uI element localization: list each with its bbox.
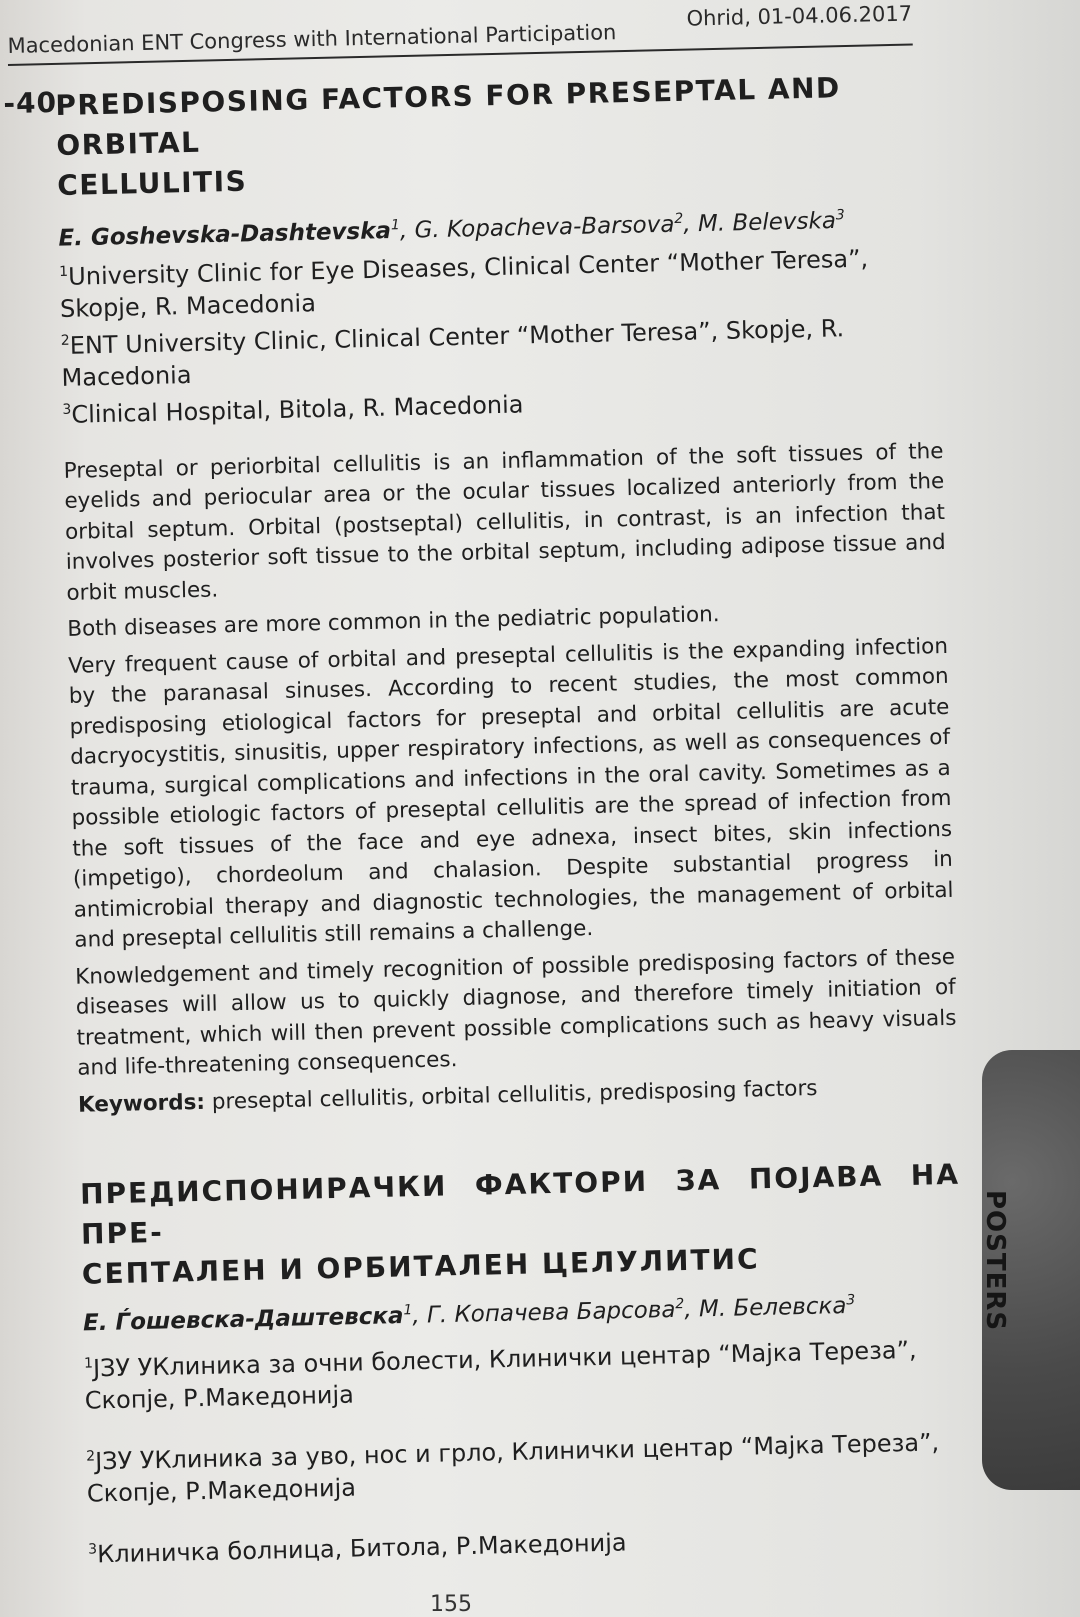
article-title bbox=[55, 66, 937, 206]
abstract-body bbox=[63, 437, 957, 1085]
article-content bbox=[3, 66, 968, 1571]
affiliation-2: $^2$ENT University Clinic, Clinical Center “Mother Teresa”, Skopje, R. Macedonia bbox=[60, 313, 845, 392]
macedonian-title bbox=[80, 1154, 962, 1294]
keywords-text: preseptal cellulitis, orbital cellulitis, predisposing factors bbox=[211, 1075, 818, 1115]
author-3: M. Belevska bbox=[697, 207, 837, 238]
running-header bbox=[7, 0, 913, 66]
title-line-2: CELLULITIS bbox=[56, 164, 248, 202]
title-line-1: PREDISPOSING FACTORS FOR PRESEPTAL AND ORBITAL bbox=[55, 71, 842, 162]
author-list: E. Goshevska-Dashtevska$^1$, G. Kopacheva-Barsova$^2$, M. Belevska$^3$ bbox=[58, 207, 845, 252]
mk-affiliation-3: $^3$Клиничка болница, Битола, Р.Македонија bbox=[88, 1528, 627, 1569]
keywords-label: Keywords: bbox=[77, 1089, 206, 1118]
mk-affiliation-1: $^1$ЈЗУ УКлиника за очни болести, Клинички центар “Мајка Тереза”, Скопје, Р.Македонија bbox=[83, 1336, 917, 1415]
page-number: 155 bbox=[430, 1592, 472, 1617]
abstract-number: -40 bbox=[3, 85, 58, 121]
section-tab-label: POSTERS bbox=[980, 1190, 1010, 1332]
paragraph-1: Preseptal or periorbital cellulitis is an inflammation of the soft tissues of the eyelids and periocular area or the ocular tissues localized anteriorly from the orbital septum. Orbital (postseptal) cellulitis, in contrast, is an infection that involves posterior soft tissue to the orbital septum, including adipose tissue and orbit muscles. bbox=[63, 438, 946, 606]
author-2: G. Kopacheva-Barsova bbox=[414, 211, 675, 244]
paragraph-2: Both diseases are more common in the pediatric population. bbox=[67, 602, 720, 643]
mk-author-2: Г. Копачева Барсова bbox=[426, 1296, 676, 1329]
affiliation-3: $^3$Clinical Hospital, Bitola, R. Macedonia bbox=[62, 390, 524, 429]
affiliation-1: $^1$University Clinic for Eye Diseases, Clinical Center “Mother Teresa”, Skopje, R. Macedonia bbox=[59, 244, 869, 323]
mk-author-1: Е. Ѓошевска-Даштевска bbox=[82, 1302, 404, 1336]
mk-affiliation-2: $^2$ЈЗУ УКлиника за уво, нос и грло, Клинички центар “Мајка Тереза”, Скопје, Р.Македонија bbox=[85, 1428, 940, 1508]
mk-title-line-2: СЕПТАЛЕН И ОРБИТАЛЕН ЦЕЛУЛИТИС bbox=[81, 1241, 760, 1291]
paragraph-4: Knowledgement and timely recognition of possible predisposing factors of these diseases will allow us to quickly diagnose, and therefore timely initiation of treatment, which will then prevent possible complications such as heavy visuals and life-threatening consequences. bbox=[74, 944, 957, 1081]
paragraph-3: Very frequent cause of orbital and preseptal cellulitis is the expanding infection by the paranasal sinuses. According to recent studies, the most common predisposing etiological factors for preseptal and orbital cellulitis are acute dacryocystitis, sinusitis, upper respiratory infections, as well as consequences of trauma, surgical complications and infections in the oral cavity. Sometimes as a possible etiologic factors of preseptal cellulitis are the spread of infection from the soft tissues of the face and eye adnexa, insect bites, skin infections (impetigo), chordeolum and chalasion. Despite substantial progress in antimicrobial therapy and diagnostic technologies, the management of orbital and preseptal cellulitis still remains a challenge. bbox=[67, 633, 954, 953]
congress-name: Macedonian ENT Congress with International Participation bbox=[7, 20, 617, 59]
macedonian-section bbox=[80, 1154, 969, 1571]
mk-author-list: Е. Ѓошевска-Даштевска$^1$, Г. Копачева Барсова$^2$, М. Белевска$^3$ bbox=[82, 1291, 856, 1336]
mk-author-3: М. Белевска bbox=[698, 1292, 847, 1323]
mk-title-line-1: ПРЕДИСПОНИРАЧКИ ФАКТОРИ ЗА ПОЈАВА НА ПРЕ- bbox=[79, 1157, 961, 1251]
author-1: E. Goshevska-Dashtevska bbox=[58, 218, 392, 252]
congress-date-location: Ohrid, 01-04.06.2017 bbox=[686, 1, 913, 31]
